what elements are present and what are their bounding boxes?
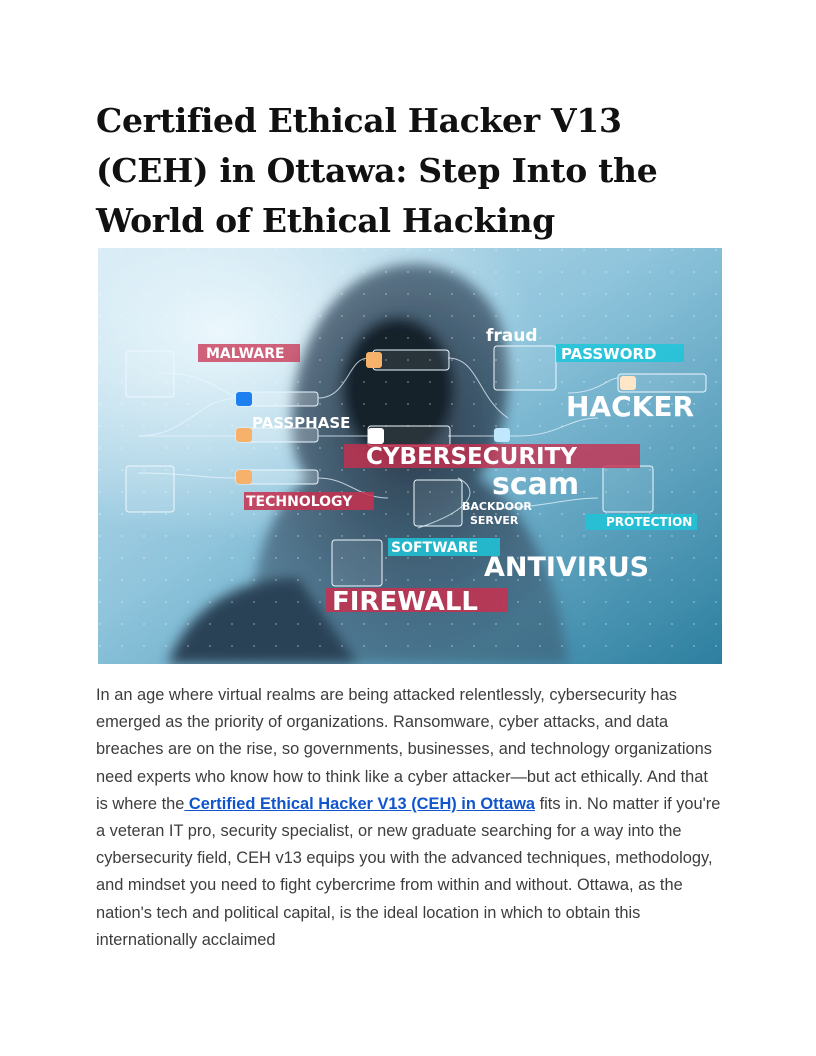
label-technology: TECHNOLOGY — [246, 494, 353, 510]
article — [96, 96, 720, 246]
label-password: PASSWORD — [561, 345, 657, 363]
label-antivirus: ANTIVIRUS — [484, 552, 650, 583]
label-malware: MALWARE — [206, 346, 285, 362]
label-backdoor: BACKDOOR — [462, 500, 532, 513]
label-server: SERVER — [470, 514, 519, 527]
paragraph-text-start: In an age where virtual realms are being attacked relentlessly, cybersecurity has emerged as the priority of organizations. Ransomware, cyber attacks, and data breaches are on the rise, so governments, businesses, and technology organizations need experts who know how to think like a cyber attacker—but act ethically. And that is where the — [96, 686, 712, 813]
label-hacker: HACKER — [566, 390, 695, 423]
ceh-ottawa-link[interactable]: Certified Ethical Hacker V13 (CEH) in Ottawa — [184, 794, 536, 813]
label-protection: PROTECTION — [606, 515, 693, 529]
label-scam: scam — [492, 467, 580, 502]
label-passphase: PASSPHASE — [252, 414, 351, 432]
label-fraud: fraud — [486, 326, 538, 346]
label-software: SOFTWARE — [391, 540, 479, 556]
paragraph-text-end: fits in. No matter if you're a veteran IT pro, security specialist, or new graduate searching for a way into the cybersecurity field, CEH v13 equips you with the advanced techniques, methodology, and mindset you need to fight cybercrime from within and without. Ottawa, as the nation's tech and political capital, is the ideal location in which to obtain this internationally acclaimed — [96, 794, 721, 949]
article-title: Certified Ethical Hacker V13 (CEH) in Ottawa: Step Into the World of Ethical Hacking — [96, 101, 658, 240]
hero-image — [98, 248, 722, 664]
label-cybersecurity: CYBERSECURITY — [366, 444, 577, 470]
article-paragraph — [96, 682, 722, 954]
label-firewall: FIREWALL — [332, 587, 478, 617]
